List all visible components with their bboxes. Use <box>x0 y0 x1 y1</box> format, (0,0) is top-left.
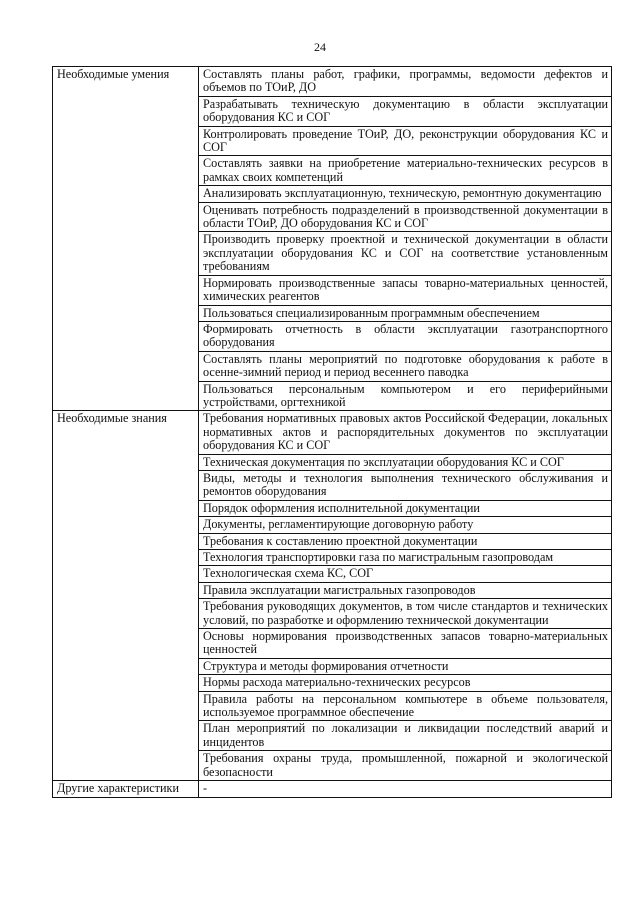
knowledge-item: Требования к составлению проектной документации <box>199 533 612 549</box>
knowledge-item: Структура и методы формирования отчетности <box>199 658 612 674</box>
knowledge-item: Документы, регламентирующие договорную работу <box>199 517 612 533</box>
skill-item: Составлять планы мероприятий по подготовке оборудования к работе в осенне-зимний период и период весеннего паводка <box>199 351 612 381</box>
section-title-other: Другие характеристики <box>53 781 199 797</box>
section-title-skills: Необходимые умения <box>53 67 199 411</box>
knowledge-item: Требования руководящих документов, в том числе стандартов и технических условий, по разработке и оформлению технической документации <box>199 599 612 629</box>
table-row <box>53 67 612 97</box>
knowledge-item: Техническая документация по эксплуатации оборудования КС и СОГ <box>199 454 612 470</box>
page-number: 24 <box>314 40 326 54</box>
knowledge-item: Порядок оформления исполнительной документации <box>199 500 612 516</box>
knowledge-item: Виды, методы и технология выполнения технического обслуживания и ремонтов оборудования <box>199 470 612 500</box>
skill-item: Составлять заявки на приобретение материально-технических ресурсов в рамках своих компетенций <box>199 156 612 186</box>
requirements-table <box>52 66 612 798</box>
skill-item: Производить проверку проектной и технической документации в области эксплуатации оборудования КС и СОГ на соответствие установленным требованиям <box>199 232 612 275</box>
skill-item: Нормировать производственные запасы товарно-материальных ценностей, химических реагентов <box>199 275 612 305</box>
skill-item: Разрабатывать техническую документацию в области эксплуатации оборудования КС и СОГ <box>199 96 612 126</box>
skill-item: Контролировать проведение ТОиР, ДО, реконструкции оборудования КС и СОГ <box>199 126 612 156</box>
section-title-knowledge: Необходимые знания <box>53 411 199 781</box>
knowledge-item: Требования нормативных правовых актов Российской Федерации, локальных нормативных актов и распорядительных документов по эксплуатации оборудования КС и СОГ <box>199 411 612 454</box>
knowledge-item: Технология транспортировки газа по магистральным газопроводам <box>199 550 612 566</box>
knowledge-item: Основы нормирования производственных запасов товарно-материальных ценностей <box>199 629 612 659</box>
skill-item: Составлять планы работ, графики, программы, ведомости дефектов и объемов по ТОиР, ДО <box>199 67 612 97</box>
knowledge-item: Правила эксплуатации магистральных газопроводов <box>199 582 612 598</box>
knowledge-item: Нормы расхода материально-технических ресурсов <box>199 675 612 691</box>
knowledge-item: План мероприятий по локализации и ликвидации последствий аварий и инцидентов <box>199 721 612 751</box>
knowledge-item: Технологическая схема КС, СОГ <box>199 566 612 582</box>
skill-item: Оценивать потребность подразделений в производственной документации в области ТОиР, ДО оборудования КС и СОГ <box>199 202 612 232</box>
table-row <box>53 411 612 454</box>
table-row <box>53 781 612 797</box>
skill-item: Анализировать эксплуатационную, техническую, ремонтную документацию <box>199 186 612 202</box>
other-item: - <box>199 781 612 797</box>
knowledge-item: Требования охраны труда, промышленной, пожарной и экологической безопасности <box>199 751 612 781</box>
knowledge-item: Правила работы на персональном компьютере в объеме пользователя, используемое программное обеспечение <box>199 691 612 721</box>
skill-item: Формировать отчетность в области эксплуатации газотранспортного оборудования <box>199 321 612 351</box>
skill-item: Пользоваться персональным компьютером и его периферийными устройствами, оргтехникой <box>199 381 612 411</box>
skill-item: Пользоваться специализированным программным обеспечением <box>199 305 612 321</box>
